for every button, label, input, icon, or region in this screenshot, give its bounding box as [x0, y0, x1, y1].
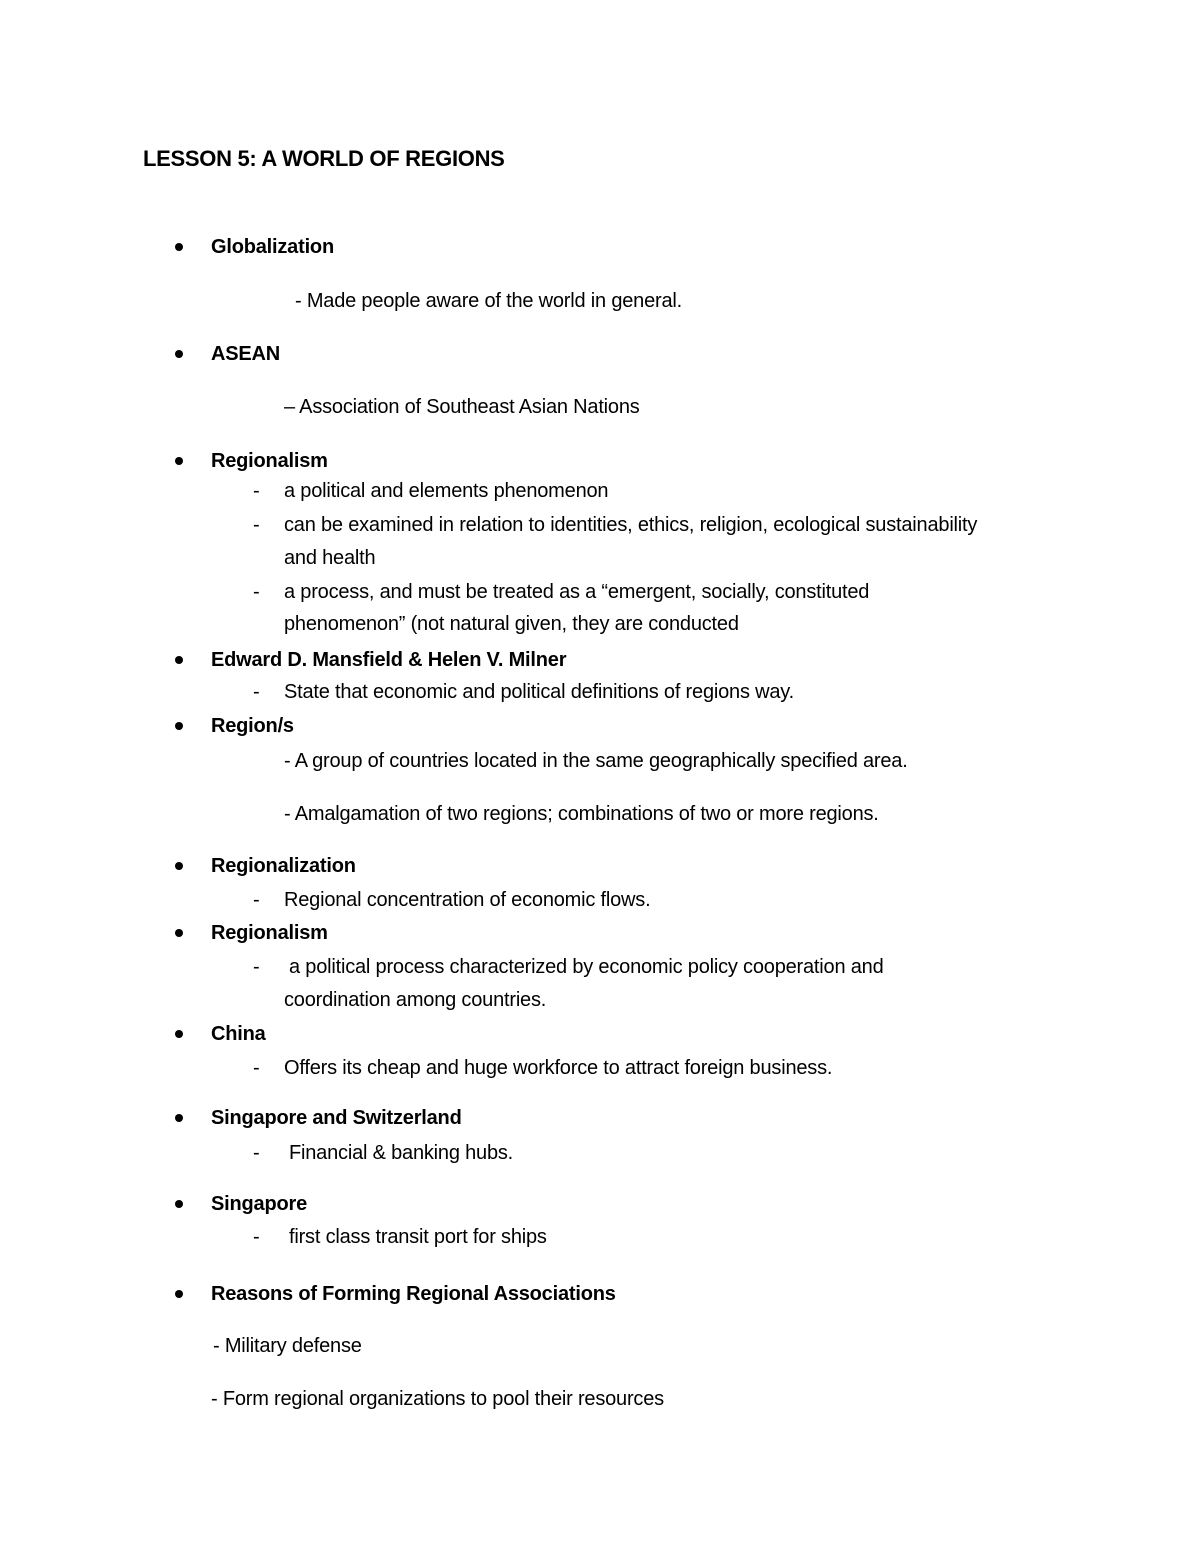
section-heading: Regionalism: [211, 450, 328, 472]
section-heading: Regionalization: [211, 855, 356, 877]
item-dash: -: [253, 956, 260, 978]
section-heading: Singapore and Switzerland: [211, 1107, 462, 1129]
bullet-icon: [175, 1290, 183, 1298]
item-dash: -: [253, 681, 260, 703]
bullet-icon: [175, 722, 183, 730]
bullet-icon: [175, 1200, 183, 1208]
section-item: - Made people aware of the world in general.: [295, 290, 682, 312]
section-item: phenomenon” (not natural given, they are conducted: [284, 613, 739, 635]
section-item: and health: [284, 547, 376, 569]
bullet-icon: [175, 929, 183, 937]
bullet-icon: [175, 656, 183, 664]
section-item: – Association of Southeast Asian Nations: [284, 396, 640, 418]
section-heading: Edward D. Mansfield & Helen V. Milner: [211, 649, 567, 671]
section-item: - Amalgamation of two regions; combinations of two or more regions.: [284, 803, 879, 825]
section-item: a political and elements phenomenon: [284, 480, 609, 502]
section-item: can be examined in relation to identities, ethics, religion, ecological sustainability: [284, 514, 978, 536]
section-item: State that economic and political definitions of regions way.: [284, 681, 794, 703]
section-item: first class transit port for ships: [289, 1226, 547, 1248]
bullet-icon: [175, 243, 183, 251]
section-item: Financial & banking hubs.: [289, 1142, 514, 1164]
item-dash: -: [253, 1142, 260, 1164]
section-item: a process, and must be treated as a “emergent, socially, constituted: [284, 581, 870, 603]
section-item: Offers its cheap and huge workforce to attract foreign business.: [284, 1057, 833, 1079]
section-item: Regional concentration of economic flows.: [284, 889, 651, 911]
section-item: - A group of countries located in the same geographically specified area.: [284, 750, 908, 772]
section-item: a political process characterized by economic policy cooperation and: [289, 956, 884, 978]
item-dash: -: [253, 480, 260, 502]
item-dash: -: [253, 889, 260, 911]
section-heading: Regionalism: [211, 922, 328, 944]
section-heading: China: [211, 1023, 266, 1045]
bullet-icon: [175, 457, 183, 465]
bullet-icon: [175, 862, 183, 870]
bullet-icon: [175, 1030, 183, 1038]
item-dash: -: [253, 514, 260, 536]
item-dash: -: [253, 581, 260, 603]
section-heading: Reasons of Forming Regional Associations: [211, 1283, 616, 1305]
section-item: coordination among countries.: [284, 989, 547, 1011]
item-dash: -: [253, 1057, 260, 1079]
section-item: - Military defense: [213, 1335, 362, 1357]
section-item: - Form regional organizations to pool their resources: [211, 1388, 664, 1410]
section-heading: ASEAN: [211, 343, 281, 365]
section-heading: Singapore: [211, 1193, 307, 1215]
bullet-icon: [175, 1114, 183, 1122]
item-dash: -: [253, 1226, 260, 1248]
bullet-icon: [175, 350, 183, 358]
section-heading: Region/s: [211, 715, 294, 737]
section-heading: Globalization: [211, 236, 334, 258]
document-title: LESSON 5: A WORLD OF REGIONS: [143, 146, 505, 171]
